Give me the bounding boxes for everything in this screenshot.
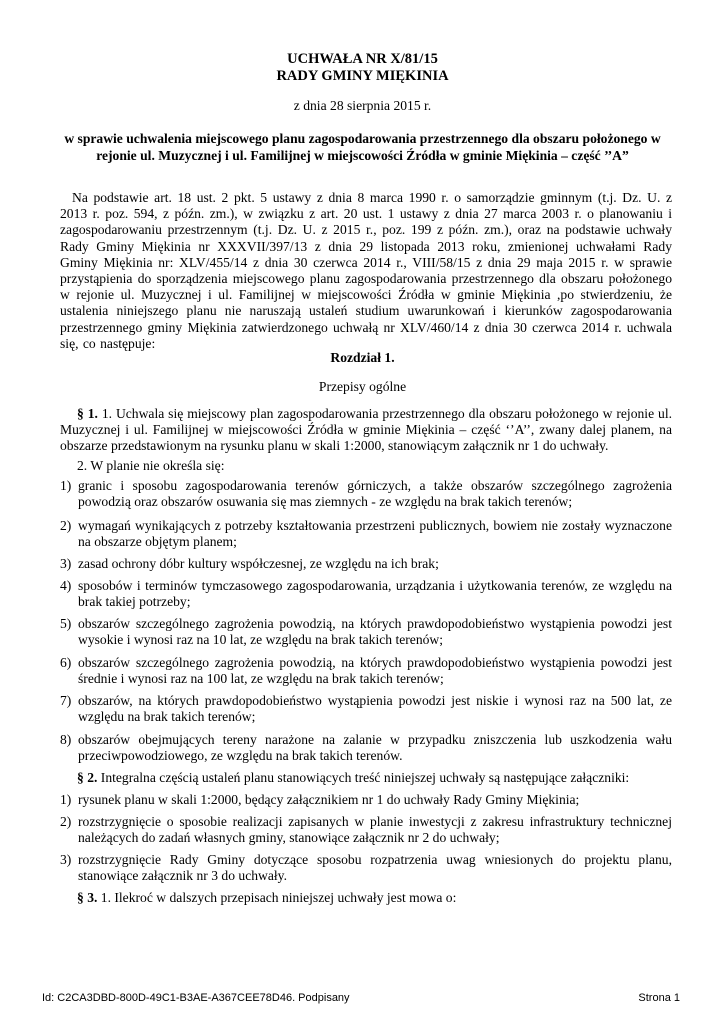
paragraph-3 (77, 890, 672, 906)
footer-document-id: Id: C2CA3DBD-800D-49C1-B3AE-A367CEE78D46. Podpisany (42, 992, 350, 1004)
list-item: 1) granic i sposobu zagospodarowania terenów górniczych, a także obszarów szczególnego zagrożenia powodzią oraz obszarów osuwania się mas ziemnych - ze względu na brak takich terenów; (60, 478, 672, 510)
resolution-date: z dnia 28 sierpnia 2015 r. (293, 98, 432, 113)
resolution-number: UCHWAŁA NR X/81/15 (287, 51, 438, 67)
list-item: 8) obszarów obejmujących tereny narażone na zalanie w przypadku zniszczenia lub uszkodzenia wału przeciwpowodziowego, ze względu na brak takich terenów. (60, 732, 672, 764)
list-item: 1) rysunek planu w skali 1:2000, będący załącznikiem nr 1 do uchwały Rady Gminy Miękinia; (60, 792, 580, 807)
paragraph-2 (77, 770, 672, 786)
paragraph-1-point-2: 2. W planie nie określa się: (77, 458, 225, 473)
list-item: 2) wymagań wynikających z potrzeby kształtowania przestrzeni publicznych, bowiem nie zostały wyznaczone na obszarze objętym planem; (60, 518, 672, 550)
paragraph-2-mark: § 2. (77, 770, 98, 785)
chapter-title: Rozdział 1. (330, 350, 395, 365)
list-item: 4) sposobów i terminów tymczasowego zagospodarowania, urządzania i użytkowania terenów, ze względu na brak takiej potrzeby; (60, 578, 672, 610)
paragraph-2-text: Integralna częścią ustaleń planu stanowiących treść niniejszej uchwały są następujące załączniki: (97, 770, 630, 785)
council-name: RADY GMINY MIĘKINIA (276, 68, 449, 84)
paragraph-1-text: 1. Uchwala się miejscowy plan zagospodarowania przestrzennego dla obszaru położonego w rejonie ul. Muzycznej i ul. Familijnej w miejscowości Źródła w gminie Miękinia – część ‘’A’’, zwany dalej planem, na obszarze przedstawionym na rysunku planu w skali 1:2000, stanowiącym załącznik nr 1 do uchwały. (60, 406, 673, 454)
chapter-subtitle: Przepisy ogólne (318, 379, 407, 394)
resolution-subject: w sprawie uchwalenia miejscowego planu zagospodarowania przestrzennego dla obszaru położonego w rejonie ul. Muzycznej i ul. Familijnej w miejscowości Źródła w gminie Miękinia – część ’’A” (64, 131, 661, 163)
list-item: 3) zasad ochrony dóbr kultury współczesnej, ze względu na ich brak; (60, 556, 439, 571)
paragraph-1-mark: § 1. (77, 406, 98, 421)
list-item: 2) rozstrzygnięcie o sposobie realizacji zapisanych w planie inwestycji z zakresu infrastruktury technicznej należących do zadań własnych gminy, stanowiące załącznik nr 2 do uchwały; (60, 814, 672, 846)
list-item: 6) obszarów szczególnego zagrożenia powodzią, na których prawdopodobieństwo wystąpienia powodzi jest średnie i wynosi raz na 100 lat, ze względu na brak takich terenów; (60, 655, 672, 687)
paragraph-3-text: 1. Ilekroć w dalszych przepisach niniejszej uchwały jest mowa o: (97, 890, 457, 905)
preamble: Na podstawie art. 18 ust. 2 pkt. 5 ustawy z dnia 8 marca 1990 r. o samorządzie gminnym (t.j. Dz. U. z 2013 r. poz. 594, z późn. zm.), w związku z art. 20 ust. 1 ustawy z dnia 27 marca 2003 r. o planowaniu i zagospodarowaniu przestrzennym (t.j. Dz. U. z 2015 r., poz. 199 z późn. zm.), oraz na podstawie uchwały Rady Gminy Miękinia nr XXXVII/397/13 z dnia 29 listopada 2013 roku, zmienionej uchwałami Rady Gminy Miękinia nr: XLV/455/14 z dnia 30 czerwca 2014 r., VIII/58/15 z dnia 29 maja 2015 r. w sprawie przystąpienia do sporządzenia miejscowego planu zagospodarowania przestrzennego dla obszaru położonego w rejonie ul. Muzycznej i ul. Familijnej w miejscowości Źródła w gminie Miękinia ,po stwierdzeniu, że ustalenia niniejszego planu nie naruszają ustaleń studium uwarunkowań i kierunków zagospodarowania przestrzennego gminy Miękinia zatwierdzonego uchwałą nr XLV/460/14 z dnia 30 czerwca 2014 r. uchwala się, co następuje: (60, 190, 672, 351)
paragraph-3-mark: § 3. (77, 890, 98, 905)
list-item: 3) rozstrzygnięcie Rady Gminy dotyczące sposobu rozpatrzenia uwag wniesionych do projektu planu, stanowiące załącznik nr 3 do uchwały. (60, 852, 672, 884)
paragraph-1 (60, 406, 672, 455)
list-item: 5) obszarów szczególnego zagrożenia powodzią, na których prawdopodobieństwo wystąpienia powodzi jest wysokie i wynosi raz na 10 lat, ze względu na brak takich terenów; (60, 616, 672, 648)
list-item: 7) obszarów, na których prawdopodobieństwo wystąpienia powodzi jest niskie i wynosi raz na 500 lat, ze względu na brak takich terenów; (60, 693, 672, 725)
footer-page-number: Strona 1 (638, 992, 680, 1004)
